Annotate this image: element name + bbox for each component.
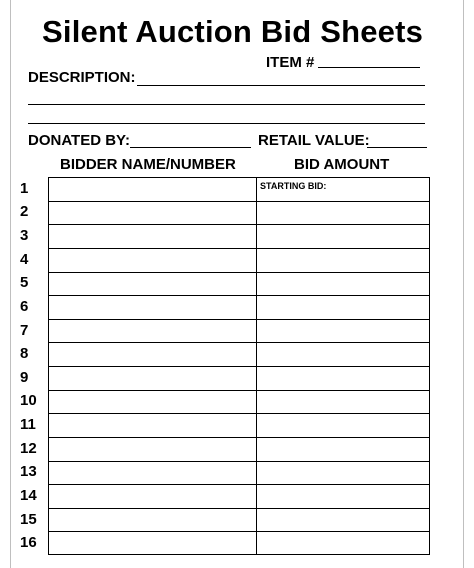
row-number: 5 <box>20 274 29 292</box>
row-number: 6 <box>20 297 29 315</box>
bid-table <box>48 177 430 555</box>
page-title: Silent Auction Bid Sheets <box>42 14 424 49</box>
description-label: DESCRIPTION: <box>28 69 136 86</box>
row-number: 16 <box>20 534 37 552</box>
description-line-1[interactable] <box>137 85 425 86</box>
table-row-divider <box>49 248 429 249</box>
description-line-2[interactable] <box>28 104 425 105</box>
donated-by-label: DONATED BY: <box>28 132 130 149</box>
description-line-3[interactable] <box>28 123 425 124</box>
row-number: 9 <box>20 368 29 386</box>
row-number: 4 <box>20 250 29 268</box>
donated-by-line[interactable] <box>130 147 251 148</box>
table-row-divider <box>49 413 429 414</box>
item-number-label: ITEM # <box>266 54 315 71</box>
table-row-divider <box>49 390 429 391</box>
retail-value-label: RETAIL VALUE: <box>258 132 370 149</box>
table-row-divider <box>49 295 429 296</box>
table-row-divider <box>49 461 429 462</box>
bid-amount-column-header: BID AMOUNT <box>294 156 390 173</box>
table-row-divider <box>49 319 429 320</box>
row-number: 13 <box>20 463 37 481</box>
row-number: 12 <box>20 439 37 457</box>
table-row-divider <box>49 366 429 367</box>
retail-value-line[interactable] <box>367 147 427 148</box>
table-row-divider <box>49 531 429 532</box>
bidder-column-header: BIDDER NAME/NUMBER <box>60 156 236 173</box>
row-number: 15 <box>20 510 37 528</box>
table-row-divider <box>49 508 429 509</box>
row-number: 10 <box>20 392 37 410</box>
table-row-divider <box>49 484 429 485</box>
row-number: 7 <box>20 321 29 339</box>
row-number: 8 <box>20 345 29 363</box>
row-number: 11 <box>20 416 36 434</box>
item-number-line[interactable] <box>318 67 420 68</box>
table-row-divider <box>49 224 429 225</box>
table-row-divider <box>49 342 429 343</box>
starting-bid-label: STARTING BID: <box>260 181 327 191</box>
row-number: 1 <box>20 179 29 197</box>
table-row-divider <box>49 437 429 438</box>
row-number: 14 <box>20 486 37 504</box>
row-number: 2 <box>20 203 29 221</box>
row-number: 3 <box>20 227 29 245</box>
table-row-divider <box>49 272 429 273</box>
table-row-divider <box>49 201 429 202</box>
